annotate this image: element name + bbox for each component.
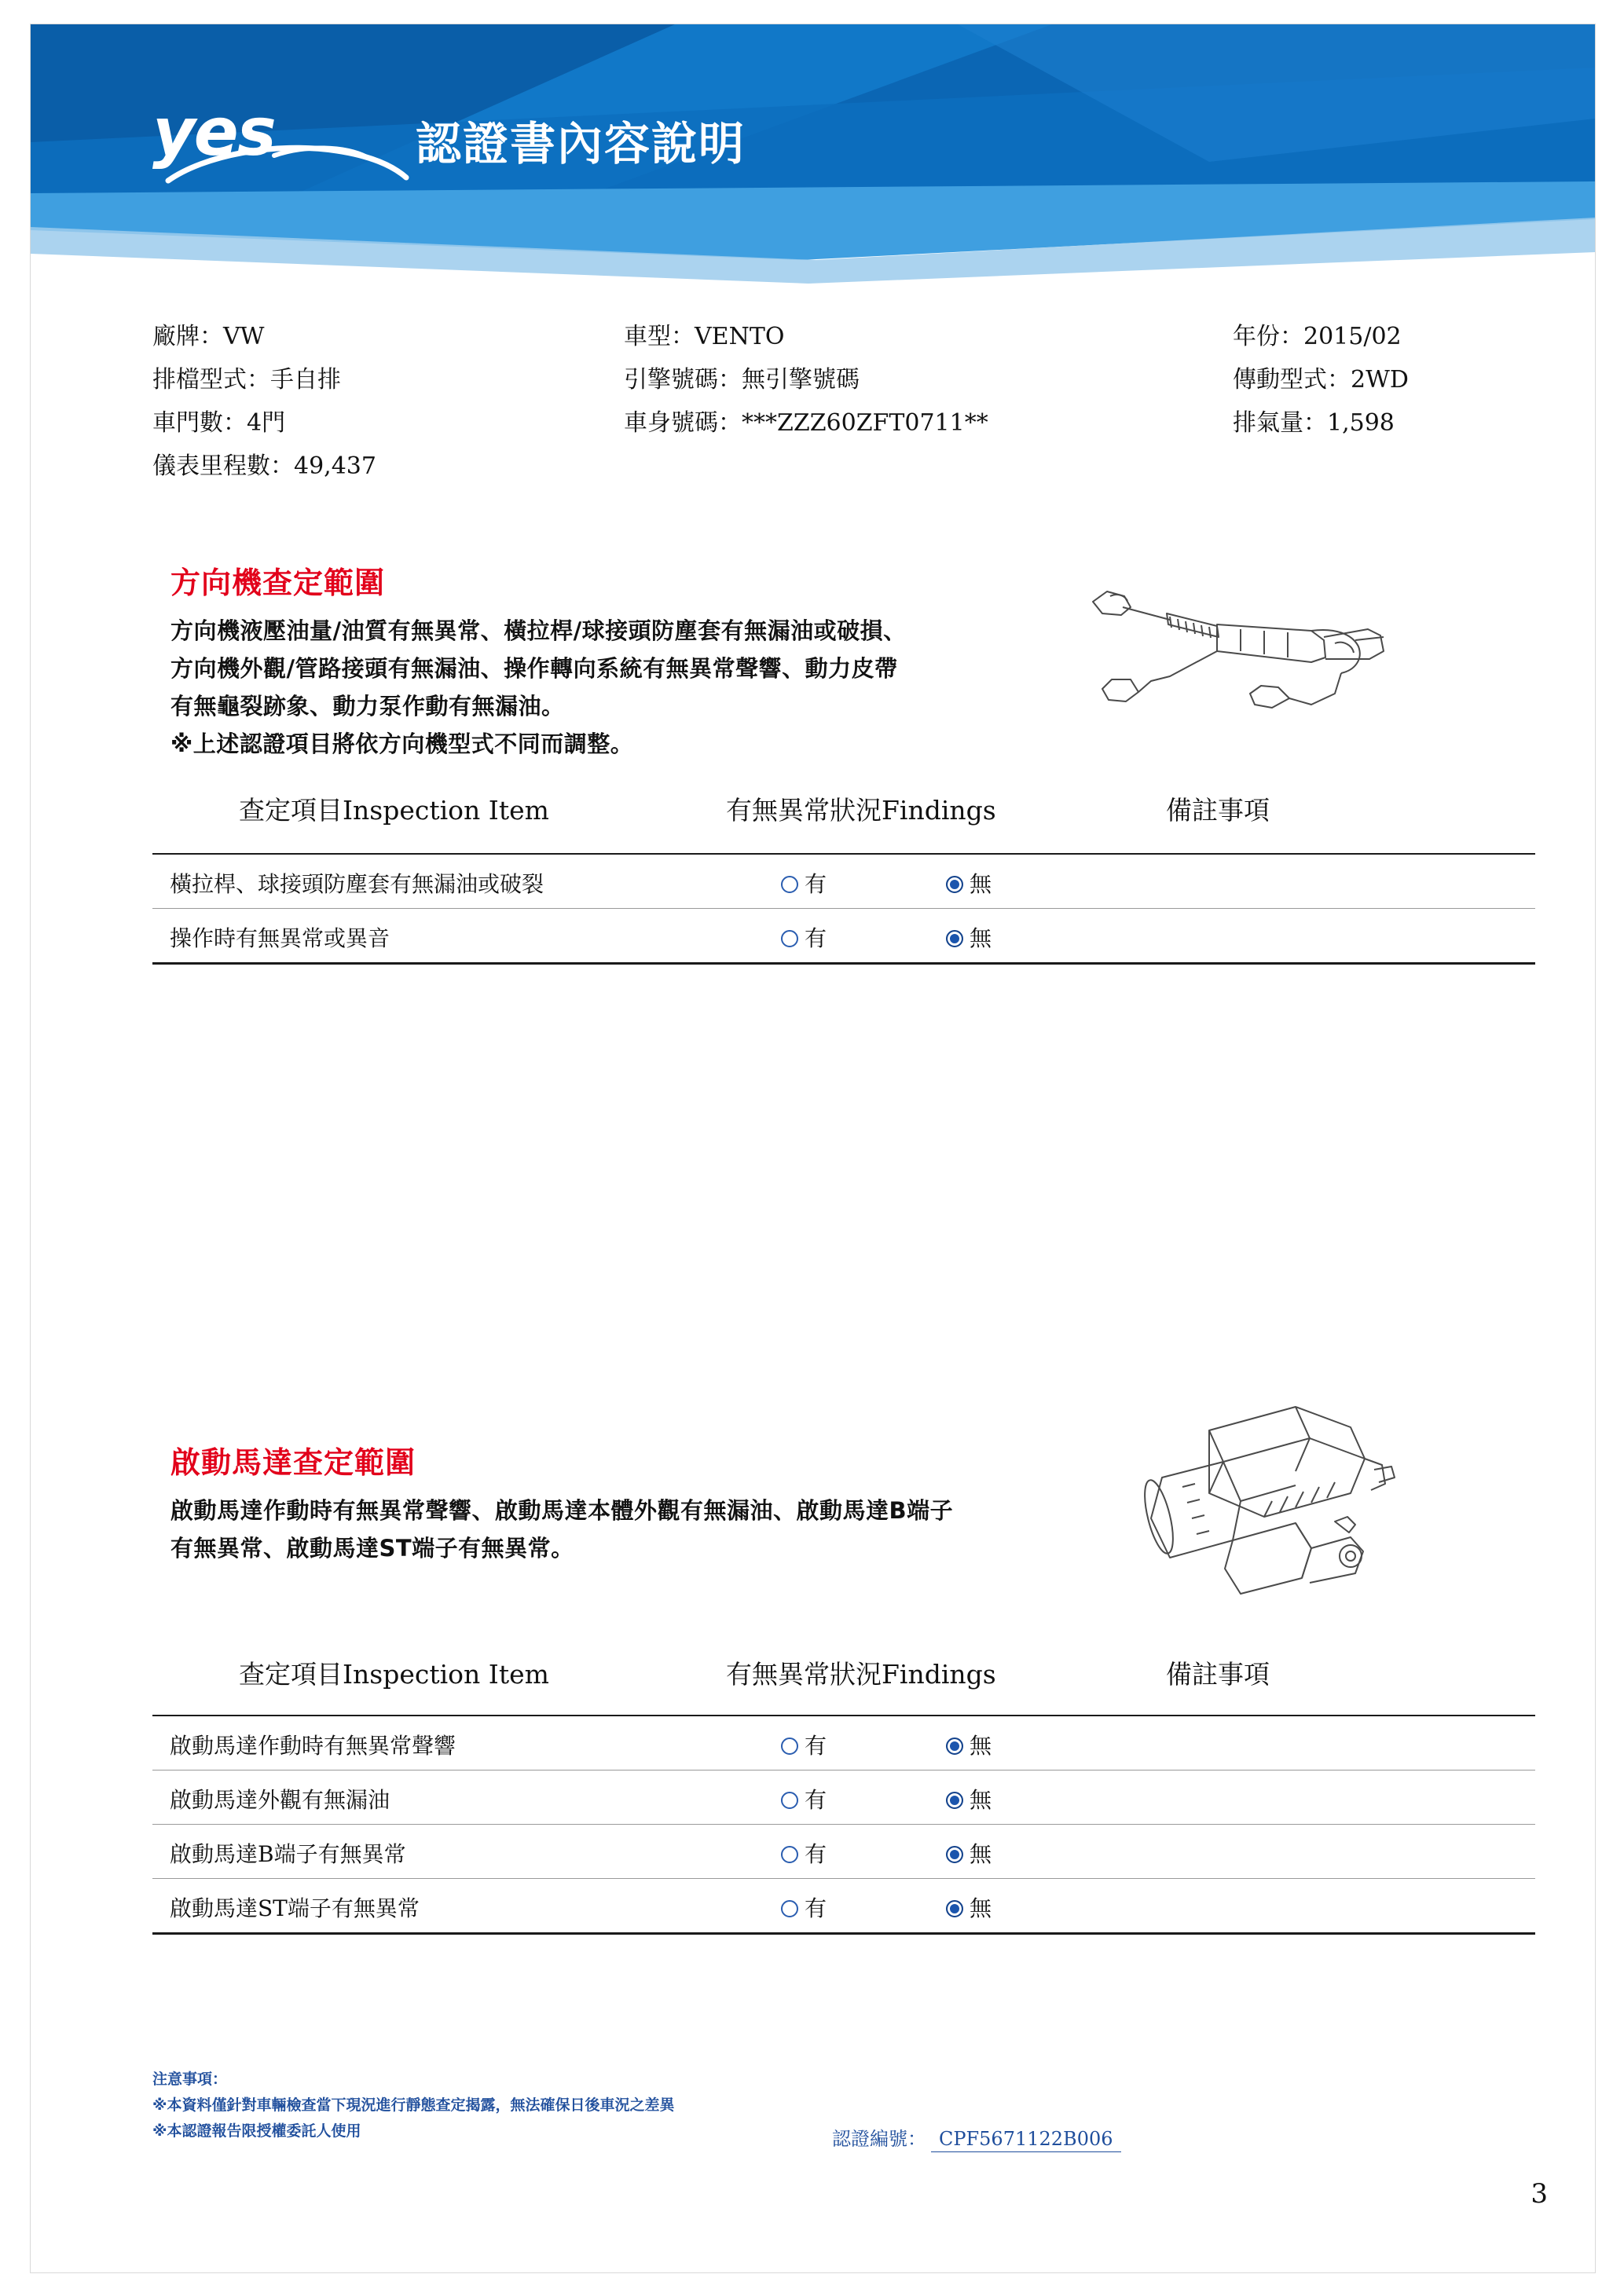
vehicle-info-brand: 廠牌：VW <box>152 323 265 350</box>
table-row <box>152 855 1535 909</box>
option-yes-label: 有 <box>805 871 827 897</box>
radio-no-icon[interactable] <box>946 876 963 893</box>
inspection-item-label: 橫拉桿、球接頭防塵套有無漏油或破裂 <box>170 871 544 897</box>
starter-motor-illustration <box>1115 1383 1445 1614</box>
inspection-table-steering <box>152 853 1535 965</box>
car-swoosh-icon <box>156 140 416 195</box>
radio-no-icon[interactable] <box>946 1846 963 1863</box>
footer-notes <box>152 2067 674 2144</box>
radio-no-icon[interactable] <box>946 1738 963 1755</box>
logo-text: yes <box>152 93 275 170</box>
table-header-remark: 備註事項 <box>1166 1659 1270 1690</box>
vehicle-info-column-3 <box>1233 315 1409 445</box>
table-header-findings: 有無異常狀況Findings <box>726 795 996 826</box>
vehicle-info-vin: 車身號碼：***ZZZ60ZFT0711** <box>624 409 988 437</box>
option-no[interactable] <box>946 1891 992 1923</box>
option-yes[interactable] <box>781 1891 827 1923</box>
vehicle-info-engine-no: 引擎號碼：無引擎號碼 <box>624 366 860 394</box>
table-header-item: 查定項目Inspection Item <box>239 795 549 826</box>
option-no[interactable] <box>946 867 992 899</box>
vehicle-info-mileage: 儀表里程數：49,437 <box>152 452 376 480</box>
radio-yes-icon[interactable] <box>781 876 798 893</box>
radio-no-icon[interactable] <box>946 930 963 947</box>
option-yes[interactable] <box>781 1837 827 1869</box>
option-no-label: 無 <box>970 925 992 951</box>
option-yes[interactable] <box>781 1783 827 1814</box>
section-title-steering: 方向機查定範圍 <box>170 566 386 600</box>
option-no-label: 無 <box>970 1841 992 1867</box>
option-yes-label: 有 <box>805 1733 827 1759</box>
option-yes-label: 有 <box>805 1841 827 1867</box>
radio-yes-icon[interactable] <box>781 1792 798 1809</box>
option-no[interactable] <box>946 921 992 953</box>
page-header <box>31 24 1595 284</box>
section-desc-line: 有無異常、啟動馬達ST端子有無異常。 <box>170 1535 574 1562</box>
section-desc-line: 方向機外觀/管路接頭有無漏油、操作轉向系統有無異常聲響、動力皮帶 <box>170 655 898 682</box>
section-desc-line: 啟動馬達作動時有無異常聲響、啟動馬達本體外觀有無漏油、啟動馬達B端子 <box>170 1497 954 1524</box>
section-desc-line: 方向機液壓油量/油質有無異常、橫拉桿/球接頭防塵套有無漏油或破損、 <box>170 617 907 644</box>
option-yes-label: 有 <box>805 1787 827 1813</box>
table-header-steering <box>152 790 1535 837</box>
certificate-number-value: CPF5671122B006 <box>931 2128 1121 2152</box>
vehicle-info-column-2 <box>624 315 988 445</box>
table-header-findings: 有無異常狀況Findings <box>726 1659 996 1690</box>
radio-no-icon[interactable] <box>946 1792 963 1809</box>
table-row <box>152 1879 1535 1932</box>
yes-logo <box>152 93 427 185</box>
table-row <box>152 909 1535 962</box>
vehicle-info-displacement: 排氣量：1,598 <box>1233 409 1395 437</box>
radio-yes-icon[interactable] <box>781 1900 798 1917</box>
inspection-item-label: 啟動馬達作動時有無異常聲響 <box>170 1733 456 1759</box>
inspection-item-label: 啟動馬達B端子有無異常 <box>170 1841 406 1867</box>
radio-yes-icon[interactable] <box>781 1738 798 1755</box>
option-no[interactable] <box>946 1729 992 1760</box>
table-row <box>152 1825 1535 1879</box>
option-yes-label: 有 <box>805 1895 827 1921</box>
section-desc-steering <box>170 612 1098 763</box>
vehicle-info-drivetrain: 傳動型式：2WD <box>1233 366 1409 394</box>
section-title-starter: 啟動馬達查定範圍 <box>170 1445 416 1480</box>
table-header-item: 查定項目Inspection Item <box>239 1659 549 1690</box>
inspection-item-label: 啟動馬達ST端子有無異常 <box>170 1895 420 1921</box>
section-desc-starter <box>170 1492 1176 1567</box>
option-no-label: 無 <box>970 1733 992 1759</box>
section-note-steering: ※上述認證項目將依方向機型式不同而調整。 <box>170 731 634 757</box>
option-no-label: 無 <box>970 871 992 897</box>
option-no[interactable] <box>946 1783 992 1814</box>
option-yes[interactable] <box>781 1729 827 1760</box>
table-header-starter <box>152 1654 1535 1701</box>
vehicle-info-model: 車型：VENTO <box>624 323 785 350</box>
table-row <box>152 1716 1535 1771</box>
option-yes-label: 有 <box>805 925 827 951</box>
option-yes[interactable] <box>781 867 827 899</box>
radio-yes-icon[interactable] <box>781 1846 798 1863</box>
document-sheet <box>30 24 1596 2273</box>
option-no-label: 無 <box>970 1787 992 1813</box>
steering-rack-illustration <box>1076 558 1406 734</box>
radio-no-icon[interactable] <box>946 1900 963 1917</box>
inspection-item-label: 操作時有無異常或異音 <box>170 925 390 951</box>
page-title: 認證書內容說明 <box>416 117 746 170</box>
table-header-remark: 備註事項 <box>1166 795 1270 826</box>
footer-note-2: ※本認證報告限授權委託人使用 <box>152 2122 361 2140</box>
radio-yes-icon[interactable] <box>781 930 798 947</box>
vehicle-info-year: 年份：2015/02 <box>1233 323 1402 350</box>
vehicle-info-doors: 車門數：4門 <box>152 409 286 437</box>
footer-note-1: ※本資料僅針對車輛檢查當下現況進行靜態查定揭露，無法確保日後車況之差異 <box>152 2096 675 2114</box>
vehicle-info-column-1 <box>152 315 376 488</box>
vehicle-info-transmission: 排檔型式：手自排 <box>152 366 341 394</box>
certificate-number-label: 認證編號： <box>832 2128 926 2150</box>
option-no-label: 無 <box>970 1895 992 1921</box>
vehicle-info-block <box>31 315 1595 488</box>
option-yes[interactable] <box>781 921 827 953</box>
footer-notes-title: 注意事項： <box>152 2071 228 2088</box>
certificate-number <box>832 2123 1121 2151</box>
section-desc-line: 有無龜裂跡象、動力泵作動有無漏油。 <box>170 693 565 720</box>
inspection-item-label: 啟動馬達外觀有無漏油 <box>170 1787 390 1813</box>
table-row <box>152 1771 1535 1825</box>
page-number: 3 <box>1531 2178 1548 2210</box>
inspection-table-starter <box>152 1715 1535 1935</box>
option-no[interactable] <box>946 1837 992 1869</box>
